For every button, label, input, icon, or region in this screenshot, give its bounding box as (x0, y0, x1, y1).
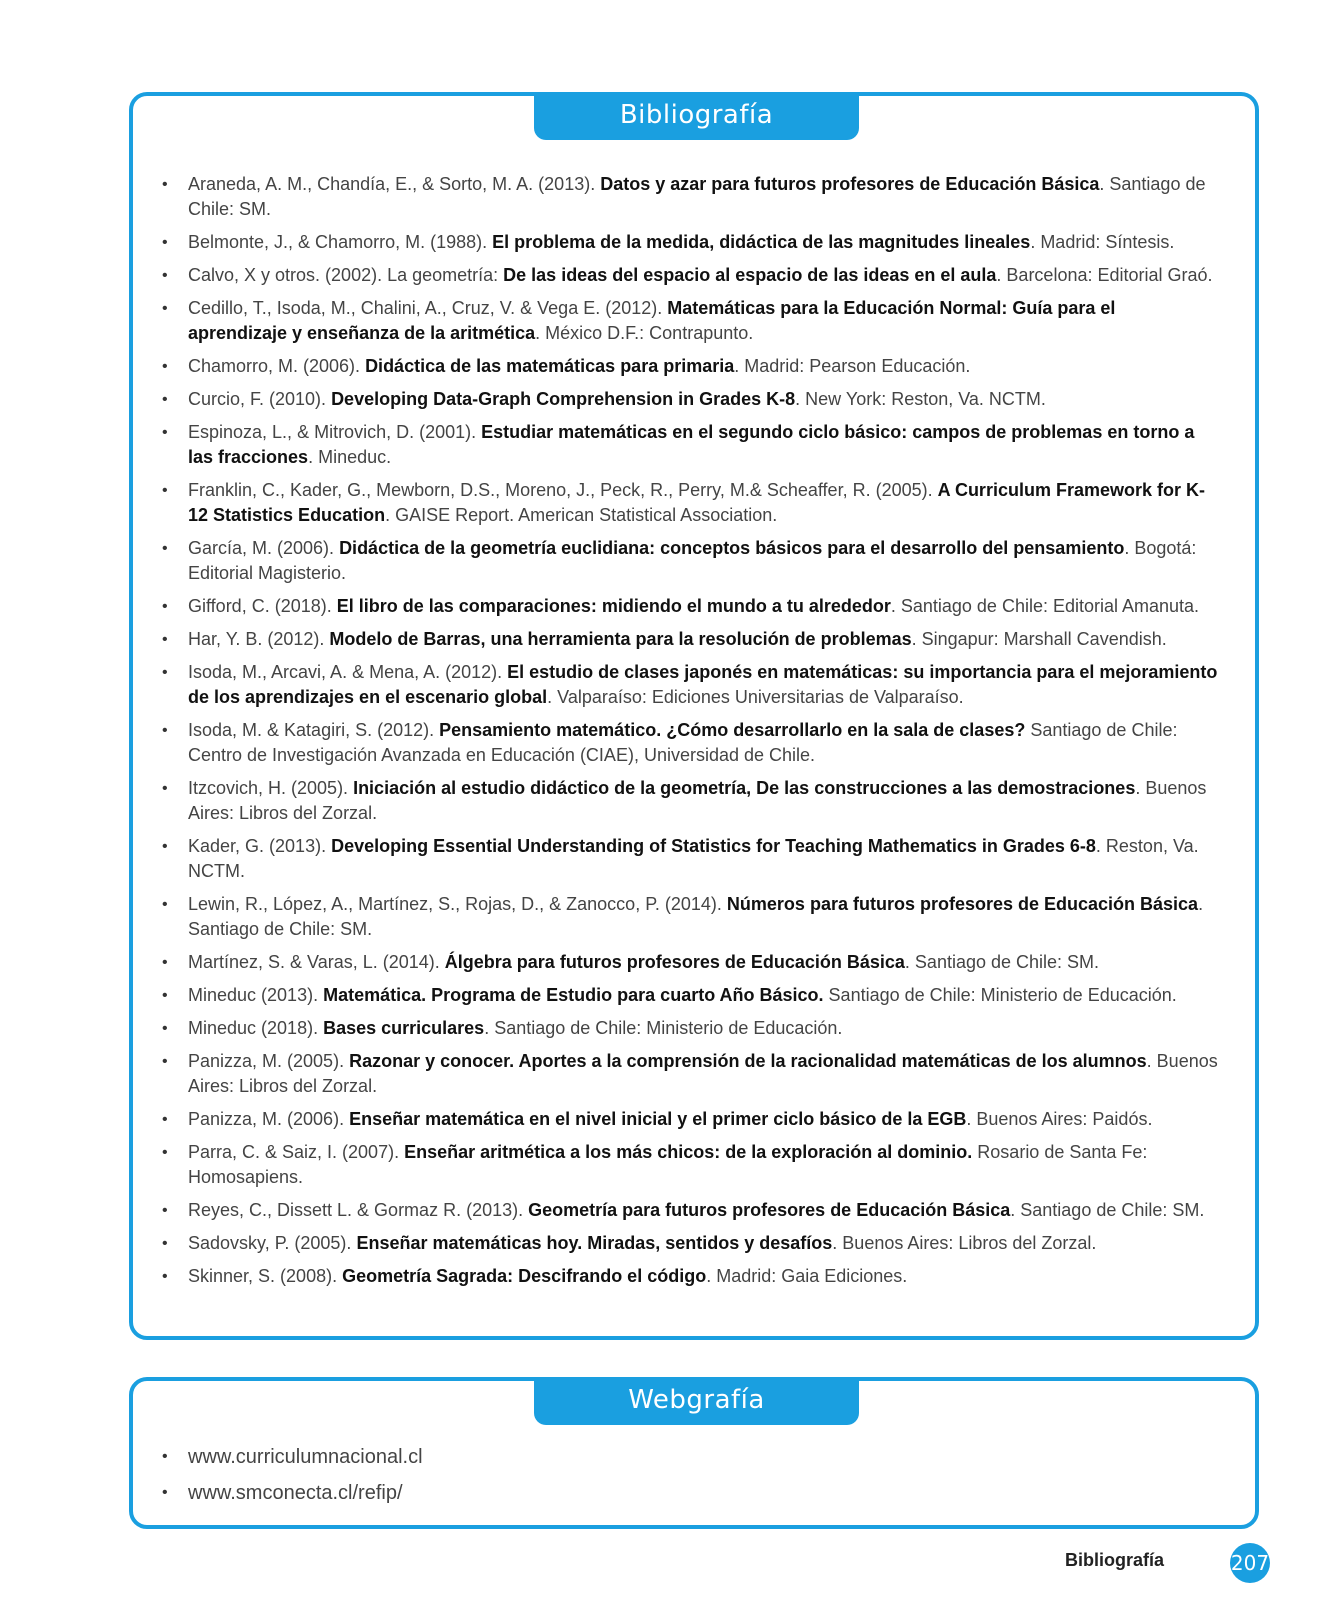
reference-authors: Isoda, M. & Katagiri, S. (2012). (188, 720, 440, 740)
reference-authors: Sadovsky, P. (2005). (188, 1233, 357, 1253)
reference-title: Bases curriculares (323, 1018, 485, 1038)
reference-publisher: . Buenos Aires: Libros del Zorzal. (832, 1233, 1097, 1253)
reference-item (133, 594, 1255, 619)
reference-item (133, 172, 1255, 222)
reference-authors: Reyes, C., Dissett L. & Gormaz R. (2013). (188, 1200, 529, 1220)
reference-publisher: . Santiago de Chile: Editorial Amanuta. (890, 596, 1200, 616)
reference-publisher: . Madrid: Síntesis. (1030, 232, 1175, 252)
reference-authors: Araneda, A. M., Chandía, E., & Sorto, M. A. (2013). (188, 174, 601, 194)
reference-publisher: . Buenos Aires: Libros del Zorzal. (188, 1051, 1218, 1096)
reference-publisher: . Bogotá: Editorial Magisterio. (188, 538, 1197, 583)
reference-publisher: . GAISE Report. American Statistical Association. (385, 505, 778, 525)
reference-title: Developing Essential Understanding of Statistics for Teaching Mathematics in Grades 6-8 (331, 836, 1096, 856)
webography-list (133, 1443, 1255, 1515)
reference-publisher: . Madrid: Pearson Educación. (734, 356, 971, 376)
reference-publisher: . Santiago de Chile: SM. (904, 952, 1100, 972)
web-link[interactable]: • www.smconecta.cl/refip/ (133, 1479, 1255, 1507)
reference-title: Datos y azar para futuros profesores de Educación Básica (600, 174, 1100, 194)
web-link[interactable]: • www.curriculumnacional.cl (133, 1443, 1255, 1471)
reference-title: El libro de las comparaciones: midiendo el mundo a tu alrededor (336, 596, 891, 616)
reference-title: Iniciación al estudio didáctico de la geometría, De las construcciones a las demostraciones (353, 778, 1136, 798)
reference-title: Enseñar matemática en el nivel inicial y el primer ciclo básico de la EGB (349, 1109, 967, 1129)
reference-authors: Kader, G. (2013). (188, 836, 332, 856)
reference-title: Enseñar matemáticas hoy. Miradas, sentidos y desafíos (356, 1233, 833, 1253)
reference-item (133, 230, 1255, 255)
reference-item (133, 660, 1255, 710)
reference-title: El problema de la medida, didáctica de las magnitudes lineales (492, 232, 1031, 252)
reference-title: A Curriculum Framework for K-12 Statistics Education (188, 480, 1205, 525)
reference-item (133, 1107, 1255, 1132)
reference-authors: Calvo, X y otros. (2002). La geometría: (188, 265, 504, 285)
reference-title: Estudiar matemáticas en el segundo ciclo básico: campos de problemas en torno a las fracciones (188, 422, 1195, 467)
reference-authors: Belmonte, J., & Chamorro, M. (1988). (188, 232, 493, 252)
reference-item (133, 718, 1255, 768)
reference-title: Matemáticas para la Educación Normal: Guía para el aprendizaje y enseñanza de la aritmética (188, 298, 1116, 343)
reference-authors: Curcio, F. (2010). (188, 389, 332, 409)
reference-authors: Martínez, S. & Varas, L. (2014). (188, 952, 445, 972)
reference-publisher: . Santiago de Chile: SM. (1010, 1200, 1205, 1220)
reference-item (133, 1231, 1255, 1256)
reference-title: Geometría para futuros profesores de Educación Básica (528, 1200, 1011, 1220)
reference-item (133, 263, 1255, 288)
bibliography-panel (129, 92, 1259, 1340)
reference-authors: Franklin, C., Kader, G., Mewborn, D.S., Moreno, J., Peck, R., Perry, M.& Scheaffer, R. (2005). (188, 480, 938, 500)
reference-publisher: . Santiago de Chile: Ministerio de Educación. (484, 1018, 843, 1038)
reference-title: Matemática. Programa de Estudio para cuarto Año Básico. (323, 985, 824, 1005)
reference-title: Didáctica de la geometría euclidiana: conceptos básicos para el desarrollo del pensamiento (339, 538, 1125, 558)
reference-item (133, 1198, 1255, 1223)
reference-item (133, 1049, 1255, 1099)
reference-title: Didáctica de las matemáticas para primaria (365, 356, 735, 376)
reference-publisher: . Mineduc. (308, 447, 392, 467)
reference-authors: Panizza, M. (2006). (188, 1109, 350, 1129)
reference-publisher: . Barcelona: Editorial Graó. (996, 265, 1213, 285)
reference-title: Geometría Sagrada: Descifrando el código (342, 1266, 707, 1286)
reference-publisher: Santiago de Chile: Centro de Investigación Avanzada en Educación (CIAE), Universidad de Chile. (188, 720, 1178, 765)
reference-publisher: . Reston, Va. NCTM. (188, 836, 1199, 881)
reference-item (133, 1016, 1255, 1041)
reference-authors: García, M. (2006). (188, 538, 340, 558)
reference-item (133, 387, 1255, 412)
page-number: 207 (1230, 1543, 1270, 1583)
reference-publisher: . Madrid: Gaia Ediciones. (706, 1266, 908, 1286)
reference-item (133, 1140, 1255, 1190)
reference-publisher: . Buenos Aires: Paidós. (966, 1109, 1153, 1129)
reference-authors: Mineduc (2018). (188, 1018, 324, 1038)
reference-authors: Mineduc (2013). (188, 985, 324, 1005)
webography-title: Webgrafía (534, 1377, 859, 1425)
reference-item (133, 354, 1255, 379)
reference-item (133, 627, 1255, 652)
reference-authors: Har, Y. B. (2012). (188, 629, 330, 649)
reference-item (133, 776, 1255, 826)
reference-publisher: . Buenos Aires: Libros del Zorzal. (188, 778, 1207, 823)
reference-publisher: Rosario de Santa Fe: Homosapiens. (188, 1142, 1148, 1187)
webography-panel (129, 1377, 1259, 1529)
reference-authors: Lewin, R., López, A., Martínez, S., Rojas, D., & Zanocco, P. (2014). (188, 894, 727, 914)
reference-authors: Chamorro, M. (2006). (188, 356, 366, 376)
reference-authors: Skinner, S. (2008). (188, 1266, 343, 1286)
reference-item (133, 983, 1255, 1008)
reference-item (133, 1264, 1255, 1289)
reference-title: Modelo de Barras, una herramienta para la resolución de problemas (329, 629, 912, 649)
reference-item (133, 420, 1255, 470)
bibliography-list (133, 172, 1255, 1297)
reference-title: Razonar y conocer. Aportes a la comprensión de la racionalidad matemáticas de los alumnos (349, 1051, 1147, 1071)
reference-item (133, 536, 1255, 586)
reference-authors: Cedillo, T., Isoda, M., Chalini, A., Cruz, V. & Vega E. (2012). (188, 298, 668, 318)
reference-authors: Panizza, M. (2005). (188, 1051, 350, 1071)
reference-publisher: . Singapur: Marshall Cavendish. (911, 629, 1167, 649)
reference-title: Developing Data-Graph Comprehension in Grades K-8 (331, 389, 796, 409)
reference-authors: Itzcovich, H. (2005). (188, 778, 354, 798)
reference-publisher: Santiago de Chile: Ministerio de Educación. (823, 985, 1177, 1005)
footer-section-label: Bibliografía (1064, 1550, 1164, 1570)
reference-publisher: . México D.F.: Contrapunto. (535, 323, 754, 343)
reference-item (133, 478, 1255, 528)
reference-item (133, 834, 1255, 884)
reference-authors: Isoda, M., Arcavi, A. & Mena, A. (2012). (188, 662, 508, 682)
reference-title: Álgebra para futuros profesores de Educación Básica (444, 952, 905, 972)
reference-title: Enseñar aritmética a los más chicos: de la exploración al dominio. (404, 1142, 973, 1162)
reference-authors: Parra, C. & Saiz, I. (2007). (188, 1142, 405, 1162)
bibliography-title: Bibliografía (534, 92, 859, 140)
reference-publisher: . Santiago de Chile: SM. (188, 894, 1204, 939)
reference-item (133, 892, 1255, 942)
reference-title: Pensamiento matemático. ¿Cómo desarrollarlo en la sala de clases? (439, 720, 1026, 740)
reference-title: De las ideas del espacio al espacio de las ideas en el aula (503, 265, 997, 285)
reference-title: Números para futuros profesores de Educación Básica (726, 894, 1199, 914)
reference-authors: Gifford, C. (2018). (188, 596, 337, 616)
reference-item (133, 950, 1255, 975)
reference-item (133, 296, 1255, 346)
reference-publisher: . Valparaíso: Ediciones Universitarias de Valparaíso. (547, 687, 964, 707)
reference-publisher: . Santiago de Chile: SM. (188, 174, 1206, 219)
reference-title: El estudio de clases japonés en matemáticas: su importancia para el mejoramiento de los aprendizajes en el escenario global (188, 662, 1218, 707)
reference-authors: Espinoza, L., & Mitrovich, D. (2001). (188, 422, 482, 442)
reference-publisher: . New York: Reston, Va. NCTM. (795, 389, 1046, 409)
